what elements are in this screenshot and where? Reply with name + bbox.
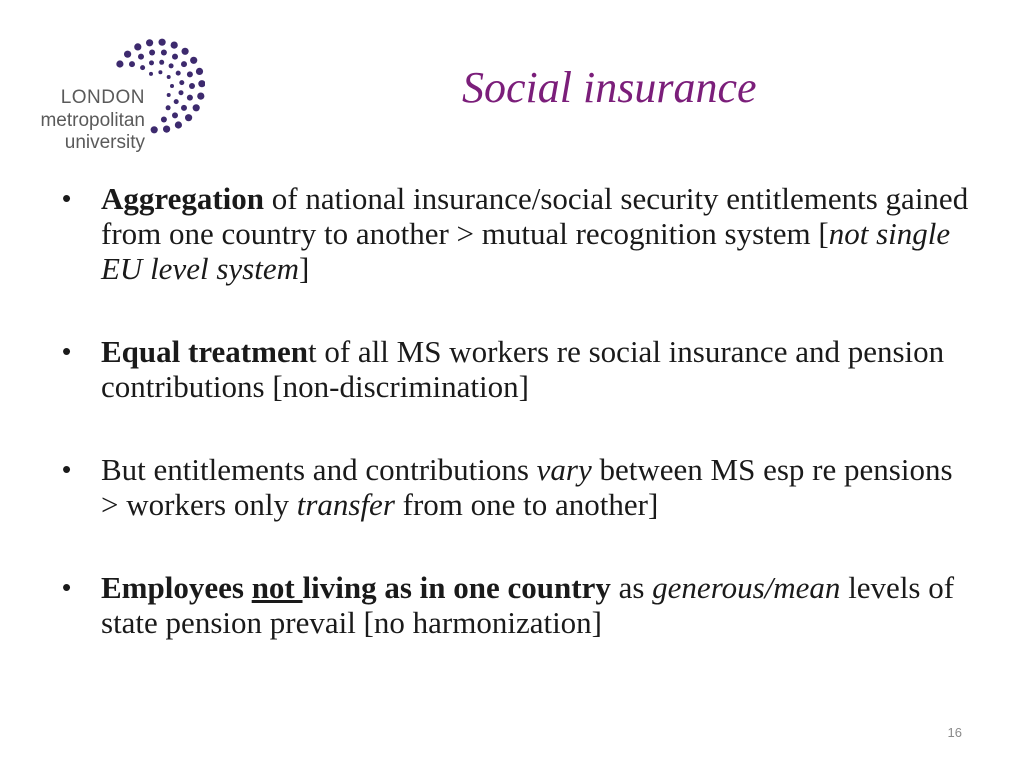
logo-dot <box>187 71 193 77</box>
logo-dot <box>167 75 171 79</box>
logo-dot <box>175 121 182 128</box>
bullet-text-segment: not <box>251 570 303 605</box>
logo-dot <box>161 117 167 123</box>
logo-dot <box>176 71 181 76</box>
bullet-marker: • <box>62 336 72 366</box>
logo-dot <box>116 60 123 67</box>
bullet-marker: • <box>62 454 72 484</box>
bullet-list <box>62 181 972 688</box>
bullet-text-segment: generous/mean <box>652 570 841 605</box>
bullet-marker: • <box>62 572 72 602</box>
bullet-text-segment: not single EU level system <box>101 216 951 286</box>
logo-dot <box>185 114 192 121</box>
logo <box>30 30 205 155</box>
logo-dot <box>181 105 187 111</box>
logo-dot <box>182 48 189 55</box>
logo-dot <box>124 51 131 58</box>
logo-dot <box>146 39 153 46</box>
bullet-text-segment: Employees <box>101 570 252 605</box>
logo-dot <box>170 84 174 88</box>
bullet-marker: • <box>62 183 72 213</box>
logo-dot <box>172 112 178 118</box>
logo-dot <box>129 61 135 67</box>
bullet-text-segment: between MS esp re pensions > workers only <box>101 452 953 522</box>
logo-text-university: university <box>64 132 145 153</box>
logo-dot <box>190 57 197 64</box>
logo-dot <box>149 60 154 65</box>
bullet-text-segment: Aggregation <box>101 181 265 216</box>
logo-dot <box>134 43 141 50</box>
bullet-text-segment: Equal treatmen <box>101 334 308 369</box>
logo-dot <box>151 126 158 133</box>
logo-dot <box>161 50 167 56</box>
logo-dot <box>172 54 178 60</box>
logo-dot <box>158 70 162 74</box>
logo-dot <box>138 54 144 60</box>
logo-dot <box>166 105 171 110</box>
logo-dot <box>149 50 155 56</box>
logo-dot <box>189 83 195 89</box>
bullet-text-segment: levels of state pension prevail [no harmonization] <box>101 570 955 640</box>
logo-dot <box>179 80 184 85</box>
bullet-text-segment: But entitlements and contributions <box>101 452 537 487</box>
logo-dot <box>174 99 179 104</box>
bullet-item <box>62 452 972 522</box>
logo-dot <box>187 95 193 101</box>
logo-dot <box>169 63 174 68</box>
logo-dot <box>197 93 204 100</box>
logo-text-london: LONDON <box>60 87 145 108</box>
logo-dot <box>163 126 170 133</box>
bullet-text-segment: ] <box>298 251 310 286</box>
bullet-text-segment: t of all MS workers re social insurance and pension contributions [non-discrimination] <box>101 334 945 404</box>
bullet-text-segment: transfer <box>296 487 395 522</box>
logo-dot <box>167 93 171 97</box>
bullet-text-segment: as <box>610 570 653 605</box>
slide-title: Social insurance <box>462 63 757 112</box>
logo-dot <box>179 90 184 95</box>
bullet-item <box>62 181 972 286</box>
bullet-item <box>62 570 972 640</box>
page-number: 16 <box>947 725 962 740</box>
logo-dot <box>140 65 145 70</box>
logo-dot <box>149 72 153 76</box>
logo-dot <box>193 104 200 111</box>
bullet-text-segment: of national insurance/social security entitlements gained from one country to another > mutual recognition system [ <box>101 181 969 251</box>
logo-dot <box>159 39 166 46</box>
bullet-text-segment: living as in one country <box>302 570 611 605</box>
bullet-text-segment: from one to another] <box>394 487 659 522</box>
logo-dot <box>198 80 205 87</box>
logo-dot <box>181 61 187 67</box>
bullet-item <box>62 334 972 404</box>
logo-dot <box>171 42 178 49</box>
logo-text-metropolitan: metropolitan <box>40 110 145 131</box>
bullet-text-segment: vary <box>536 452 592 487</box>
logo-dot <box>196 68 203 75</box>
logo-dot <box>159 60 164 65</box>
